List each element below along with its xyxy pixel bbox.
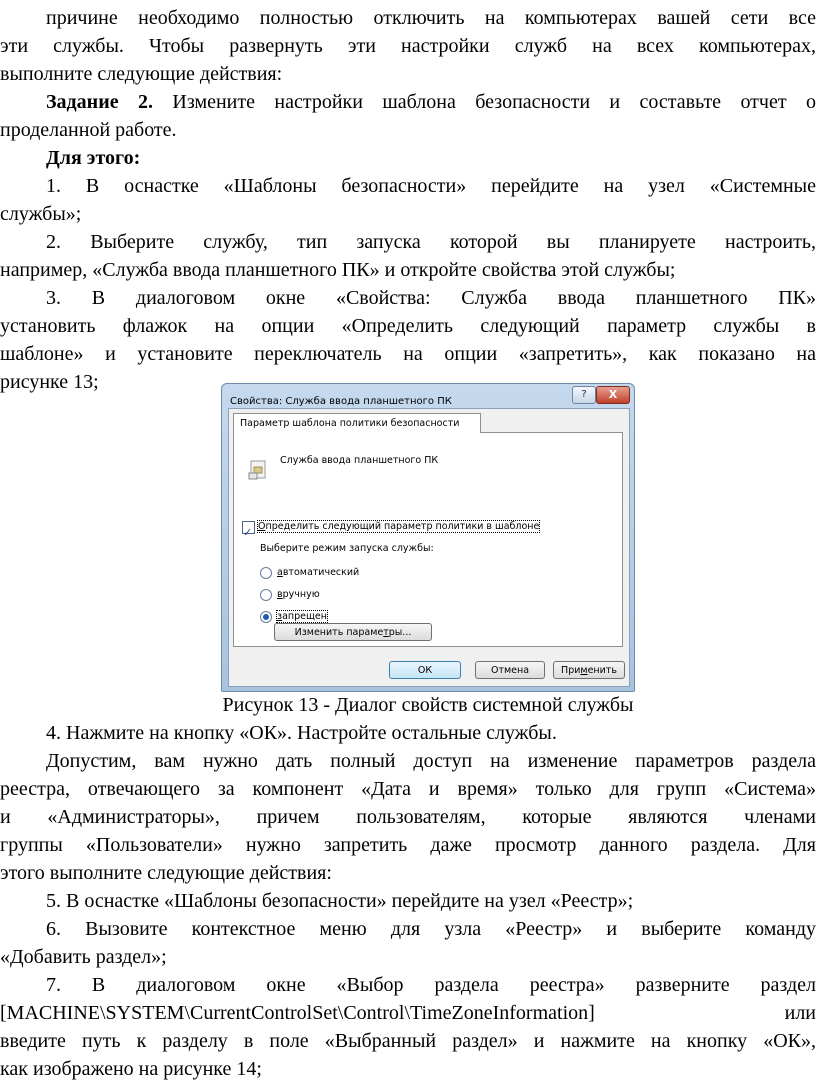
text-line: группы «Пользователи» нужно запретить даже просмотр данного раздела. Для — [0, 834, 816, 856]
define-policy-checkbox-row[interactable] — [242, 513, 540, 532]
radio-disabled[interactable] — [260, 611, 272, 623]
step-3 — [0, 284, 816, 396]
text-line: 4. Нажмите на кнопку «ОК». Настройте остальные службы. — [46, 722, 557, 744]
define-policy-label: Определить следующий параметр политики в шаблоне — [258, 521, 540, 532]
text-line: введите путь к разделу в поле «Выбранный раздел» и нажмите на кнопку «ОК», — [0, 1030, 816, 1052]
figure-caption: Рисунок 13 - Диалог свойств системной службы — [222, 694, 634, 716]
cancel-button[interactable]: Отмена — [475, 661, 545, 679]
tab-panel — [233, 432, 623, 647]
radio-manual[interactable] — [260, 589, 272, 601]
step-5 — [0, 887, 816, 915]
dialog-title: Свойства: Служба ввода планшетного ПК — [230, 396, 452, 407]
text-line: причине необходимо полностью отключить на компьютерах вашей сети все — [46, 7, 816, 29]
text-line: 1. В оснастке «Шаблоны безопасности» перейдите на узел «Системные — [46, 175, 816, 197]
text-line: эти службы. Чтобы развернуть эти настройки служб на всех компьютерах, — [0, 35, 816, 57]
step-4 — [0, 719, 816, 747]
task2-label: Задание 2. — [46, 91, 153, 113]
edit-parameters-button[interactable]: Изменить параметры... — [274, 623, 432, 641]
tab-policy-setting[interactable]: Параметр шаблона политики безопасности — [233, 413, 481, 433]
step-1 — [0, 172, 816, 228]
text-line: как изображено на рисунке 14; — [0, 1058, 262, 1080]
apply-button[interactable]: Применить — [553, 661, 625, 679]
text-line: и «Администраторы», причем пользователям, которые являются членами — [0, 806, 816, 828]
text-line: «Добавить раздел»; — [0, 946, 167, 968]
radio-automatic-row[interactable] — [260, 559, 360, 578]
step-7 — [0, 971, 816, 1083]
radio-automatic[interactable] — [260, 567, 272, 579]
radio-disabled-row[interactable] — [260, 603, 327, 622]
for-this-label: Для этого: — [46, 147, 141, 169]
service-icon — [248, 459, 270, 481]
text-line: шаблоне» и установите переключатель на опции «запретить», как показано на — [0, 343, 816, 365]
text-line: 6. Вызовите контекстное меню для узла «Реестр» и выберите команду — [46, 918, 816, 940]
dialog-client — [228, 408, 630, 687]
startup-mode-label: Выберите режим запуска службы: — [260, 543, 434, 554]
radio-disabled-label: запрещен — [277, 611, 327, 622]
for-this-heading — [0, 144, 816, 172]
text-line: 5. В оснастке «Шаблоны безопасности» перейдите на узел «Реестр»; — [46, 890, 634, 912]
text-line: этого выполните следующие действия: — [0, 862, 332, 884]
radio-automatic-label: автоматический — [277, 567, 360, 578]
suppose-paragraph — [0, 747, 816, 887]
text-line — [0, 88, 816, 116]
text-line: выполните следующие действия: — [0, 63, 283, 85]
close-button[interactable]: X — [596, 386, 630, 404]
text-line: проделанной работе. — [0, 119, 177, 141]
text-line: например, «Служба ввода планшетного ПК» и откройте свойства этой службы; — [0, 259, 676, 281]
intro-paragraph — [0, 4, 816, 88]
text-line: рисунке 13; — [0, 371, 99, 393]
properties-dialog — [221, 383, 635, 692]
text-line: 7. В диалоговом окне «Выбор раздела реестра» разверните раздел — [46, 974, 816, 996]
ok-button[interactable]: ОК — [389, 661, 461, 679]
service-name: Служба ввода планшетного ПК — [280, 455, 439, 466]
help-button[interactable]: ? — [572, 386, 596, 404]
step-6 — [0, 915, 816, 971]
dialog-titlebar — [222, 384, 634, 406]
text-line: службы»; — [0, 203, 82, 225]
radio-manual-row[interactable] — [260, 581, 320, 600]
text-line: реестра, отвечающего за компонент «Дата и время» только для групп «Система» — [0, 778, 816, 800]
text-line: 3. В диалоговом окне «Свойства: Служба ввода планшетного ПК» — [46, 287, 816, 309]
text-line: Допустим, вам нужно дать полный доступ на изменение параметров раздела — [46, 750, 816, 772]
radio-manual-label: вручную — [277, 589, 320, 600]
define-policy-checkbox[interactable] — [242, 521, 255, 534]
task2-paragraph — [0, 88, 816, 144]
text-line: 2. Выберите службу, тип запуска которой вы планируете настроить, — [46, 231, 816, 253]
text-line: [MACHINE\SYSTEM\CurrentControlSet\Control\TimeZoneInformation] или — [0, 1002, 816, 1024]
step-2 — [0, 228, 816, 284]
task2-text: Измените настройки шаблона безопасности и составьте отчет о — [153, 91, 816, 113]
text-line: установить флажок на опции «Определить следующий параметр службы в — [0, 315, 816, 337]
